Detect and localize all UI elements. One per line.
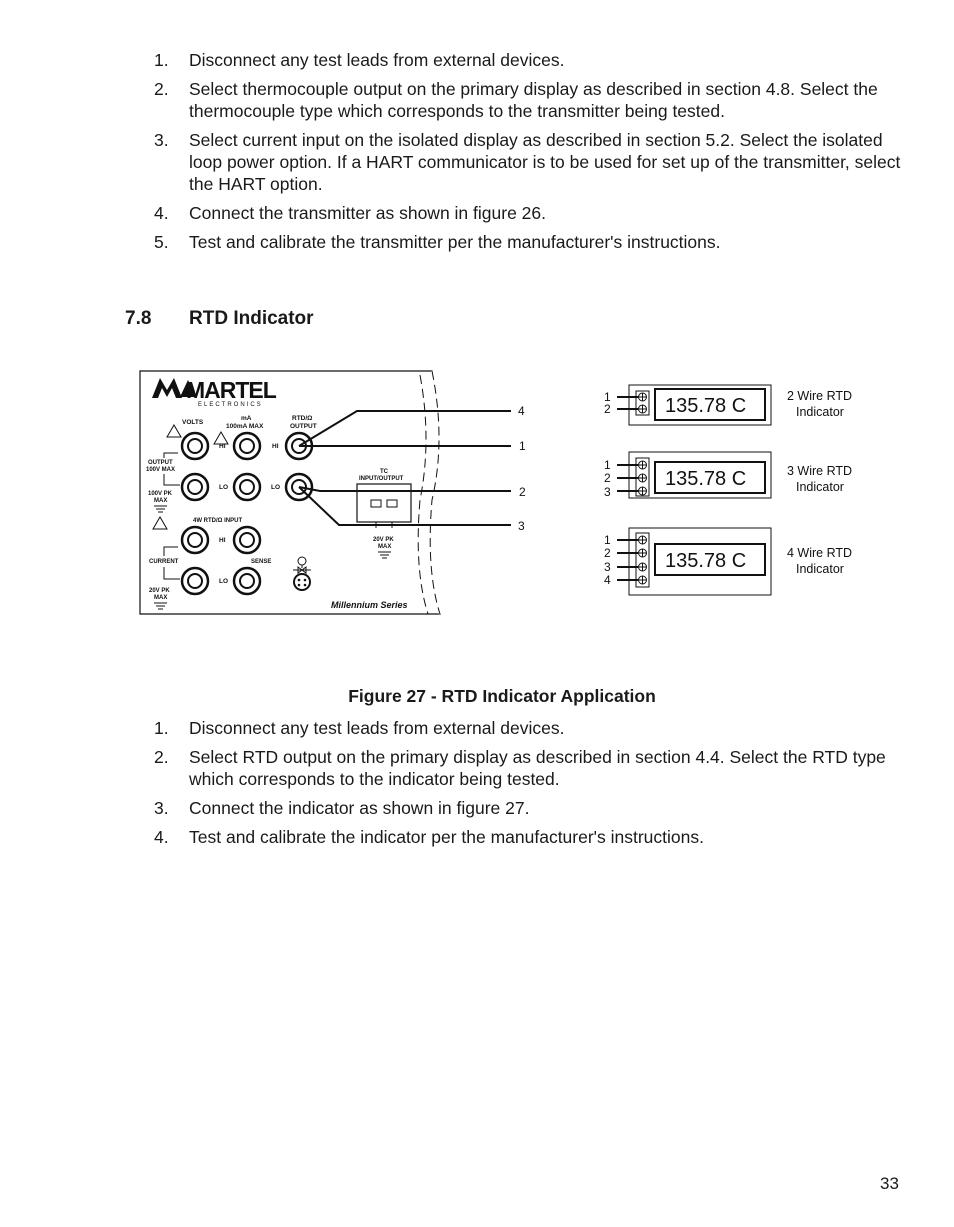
label-hi: HI [219, 443, 226, 450]
indicator-label-1: 3 Wire RTD [787, 464, 853, 478]
list-item [0, 717, 954, 739]
indicator-reading: 135.78 C [665, 468, 747, 490]
label-100vpk-1: 100V PK [148, 491, 173, 497]
wire-number: 1 [519, 439, 526, 453]
label-ma: mA [241, 415, 252, 422]
indicator-label-1: 2 Wire RTD [787, 389, 853, 403]
label-4w-rtd-input: 4W RTD/Ω INPUT [193, 518, 243, 524]
terminal-number: 3 [604, 560, 611, 574]
step-text: Disconnect any test leads from external devices. [189, 50, 565, 70]
indicator-3-wire [604, 452, 852, 499]
section-number: 7.8 [125, 308, 152, 329]
indicator-label-2: Indicator [796, 405, 844, 419]
step-text: Connect the indicator as shown in figure 27. [189, 798, 530, 818]
step-number: 2. [154, 747, 169, 767]
terminal-number: 3 [604, 485, 611, 499]
step-text: Select RTD output on the primary display as described in section 4.4. Select the RTD type which corresponds to the indicator being tested. [189, 747, 886, 789]
label-rtd-output-2: OUTPUT [290, 423, 317, 430]
label-lo: LO [219, 578, 229, 585]
label-tc-1: TC [380, 469, 388, 475]
tc-connector [357, 484, 411, 522]
calibrator-panel [140, 371, 440, 614]
indicator-reading: 135.78 C [665, 395, 747, 417]
list-item [0, 746, 954, 790]
indicator-label-1: 4 Wire RTD [787, 546, 853, 560]
label-hi: HI [219, 537, 226, 544]
brand-name: MARTEL [186, 377, 276, 403]
label-ma-max: 100mA MAX [226, 423, 264, 430]
terminal-number: 2 [604, 546, 611, 560]
label-sense: SENSE [251, 559, 272, 565]
terminal-number: 2 [604, 402, 611, 416]
terminal-number: 2 [604, 471, 611, 485]
figure-caption: Figure 27 - RTD Indicator Application [348, 686, 656, 706]
label-hi: HI [272, 443, 279, 450]
label-volts: VOLTS [182, 419, 204, 426]
label-20vpk-1: 20V PK [149, 588, 170, 594]
label-series: Millennium Series [331, 600, 408, 610]
step-text: Test and calibrate the transmitter per the manufacturer's instructions. [189, 232, 721, 252]
indicator-2-wire [604, 385, 852, 425]
step-number: 3. [154, 798, 169, 818]
label-output-2: 100V MAX [146, 467, 176, 473]
label-current: CURRENT [149, 559, 179, 565]
indicator-label-2: Indicator [796, 562, 844, 576]
list-item [0, 826, 954, 848]
label-lo: LO [219, 484, 229, 491]
indicator-4-wire [604, 528, 852, 595]
indicator-label-2: Indicator [796, 480, 844, 494]
steps-list-bottom [0, 717, 954, 855]
step-number: 4. [154, 827, 169, 847]
wire-number: 3 [518, 519, 525, 533]
label-20vpk-2: MAX [154, 595, 168, 601]
label-output-1: OUTPUT [148, 460, 173, 466]
terminal-number: 1 [604, 390, 611, 404]
step-text: Disconnect any test leads from external devices. [189, 718, 565, 738]
step-number: 3. [154, 130, 169, 150]
label-tc-2: INPUT/OUTPUT [359, 476, 404, 482]
label-tc-20vpk-1: 20V PK [373, 537, 394, 543]
step-text: Test and calibrate the indicator per the manufacturer's instructions. [189, 827, 704, 847]
label-tc-20vpk-2: MAX [378, 544, 392, 550]
terminal-number: 1 [604, 533, 611, 547]
label-100vpk-2: MAX [154, 498, 168, 504]
terminal-number: 1 [604, 458, 611, 472]
step-number: 5. [154, 232, 169, 252]
section-title: RTD Indicator [189, 308, 314, 329]
step-text: Select current input on the isolated display as described in section 5.2. Select the isolated loop power option. If a HART communicator is to be used for set up of the transmitter, select the HART option. [189, 130, 901, 194]
wire-number: 4 [518, 404, 525, 418]
step-number: 1. [154, 718, 169, 738]
brand-sub: ELECTRONICS [198, 402, 263, 408]
step-number: 2. [154, 79, 169, 99]
label-lo: LO [271, 484, 281, 491]
list-item [0, 797, 954, 819]
label-rtd-output-1: RTD/Ω [292, 415, 313, 422]
wire-number: 2 [519, 485, 526, 499]
indicator-reading: 135.78 C [665, 550, 747, 572]
terminal-number: 4 [604, 573, 611, 587]
step-text: Select thermocouple output on the primary display as described in section 4.8. Select the thermocouple type which corresponds to the transmitter being tested. [189, 79, 878, 121]
step-number: 1. [154, 50, 169, 70]
step-text: Connect the transmitter as shown in figure 26. [189, 203, 546, 223]
step-number: 4. [154, 203, 169, 223]
page-number: 33 [880, 1174, 899, 1193]
